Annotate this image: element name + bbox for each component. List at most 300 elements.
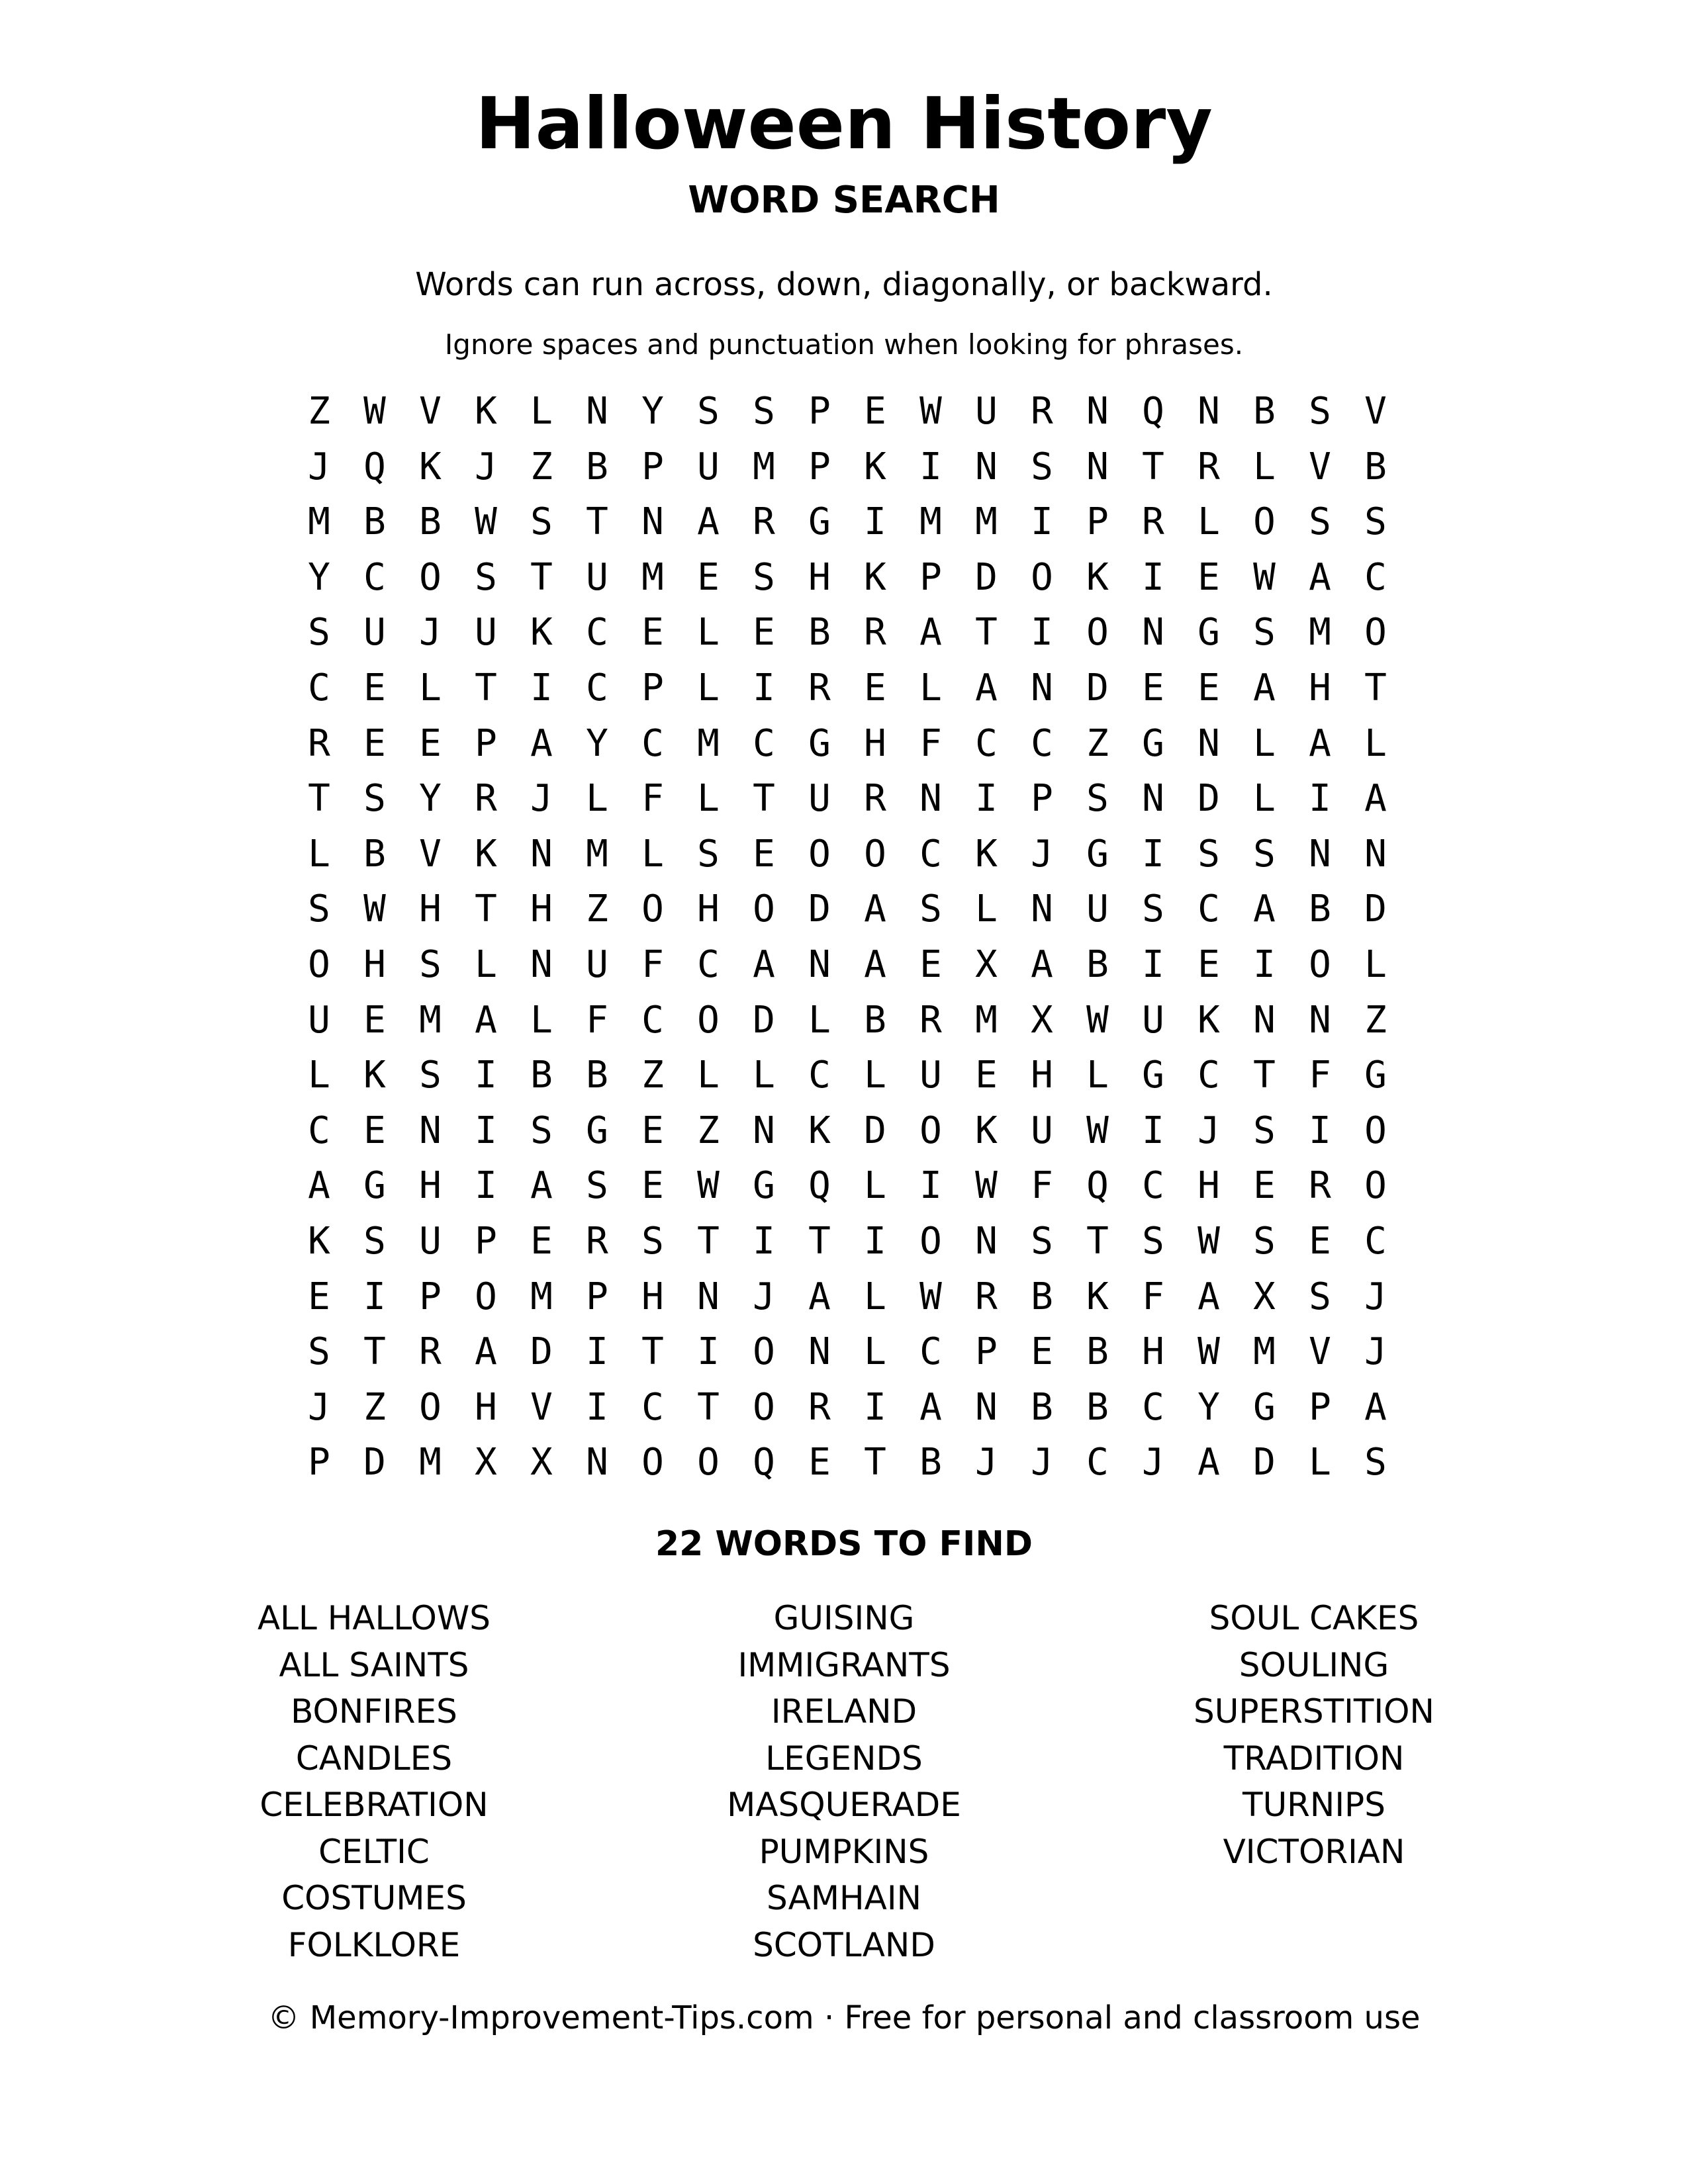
- grid-letter: R: [919, 998, 942, 1042]
- grid-letter: O: [697, 1441, 720, 1484]
- grid-letter: O: [308, 942, 330, 986]
- grid-letter: W: [1086, 998, 1109, 1042]
- grid-letter: G: [1253, 1385, 1276, 1429]
- grid-letter: V: [1309, 445, 1331, 488]
- grid-letter: L: [975, 887, 998, 931]
- grid-letter: Z: [530, 445, 553, 488]
- word-list-item: BONFIRES: [291, 1692, 457, 1731]
- grid-letter: H: [1309, 666, 1331, 709]
- grid-letter: W: [697, 1164, 720, 1208]
- grid-letter: B: [1364, 445, 1387, 488]
- grid-letter: N: [1086, 445, 1109, 488]
- grid-letter: D: [530, 1330, 553, 1374]
- grid-letter: J: [753, 1275, 775, 1318]
- grid-letter: F: [1142, 1275, 1164, 1318]
- footer-copyright: © Memory-Improvement-Tips.com · Free for personal and classroom use: [267, 1999, 1421, 2036]
- grid-letter: L: [697, 777, 720, 821]
- grid-letter: T: [475, 666, 497, 709]
- words-to-find-heading: 22 WORDS TO FIND: [655, 1524, 1033, 1564]
- grid-letter: S: [919, 887, 942, 931]
- word-list-item: IRELAND: [771, 1692, 917, 1731]
- grid-letter: C: [308, 1109, 330, 1152]
- grid-letter: O: [475, 1275, 497, 1318]
- grid-letter: I: [475, 1164, 497, 1208]
- grid-letter: N: [1086, 390, 1109, 433]
- grid-letter: T: [975, 611, 998, 655]
- grid-letter: F: [641, 942, 664, 986]
- grid-letter: C: [1197, 887, 1220, 931]
- grid-letter: A: [1253, 666, 1276, 709]
- word-list-item: SCOTLAND: [753, 1925, 935, 1964]
- grid-letter: B: [864, 998, 886, 1042]
- grid-letter: I: [1031, 500, 1053, 544]
- grid-letter: U: [1086, 887, 1109, 931]
- grid-letter: S: [1142, 1219, 1164, 1263]
- grid-letter: V: [419, 832, 442, 876]
- grid-letter: O: [419, 555, 442, 599]
- grid-letter: S: [1253, 1219, 1276, 1263]
- grid-letter: P: [975, 1330, 998, 1374]
- grid-letter: W: [1253, 555, 1276, 599]
- grid-letter: S: [1309, 390, 1331, 433]
- grid-letter: S: [530, 1109, 553, 1152]
- grid-letter: A: [475, 1330, 497, 1374]
- grid-letter: C: [1364, 555, 1387, 599]
- grid-letter: L: [530, 390, 553, 433]
- grid-letter: C: [1142, 1385, 1164, 1429]
- grid-letter: E: [1197, 555, 1220, 599]
- grid-letter: S: [419, 1054, 442, 1097]
- grid-letter: C: [1197, 1054, 1220, 1097]
- grid-letter: P: [419, 1275, 442, 1318]
- grid-letter: I: [864, 500, 886, 544]
- grid-letter: E: [808, 1441, 831, 1484]
- grid-letter: K: [419, 445, 442, 488]
- grid-letter: B: [919, 1441, 942, 1484]
- grid-letter: U: [808, 777, 831, 821]
- grid-letter: K: [475, 390, 497, 433]
- grid-letter: E: [530, 1219, 553, 1263]
- grid-letter: S: [1086, 777, 1109, 821]
- grid-letter: C: [919, 832, 942, 876]
- grid-letter: A: [864, 942, 886, 986]
- grid-letter: O: [1364, 1164, 1387, 1208]
- grid-letter: L: [697, 666, 720, 709]
- grid-letter: P: [1031, 777, 1053, 821]
- grid-letter: Y: [419, 777, 442, 821]
- grid-letter: K: [864, 445, 886, 488]
- grid-letter: I: [586, 1385, 608, 1429]
- grid-letter: O: [753, 1385, 775, 1429]
- grid-letter: E: [864, 666, 886, 709]
- page-title: Halloween History: [475, 83, 1213, 165]
- grid-letter: I: [753, 1219, 775, 1263]
- word-list-item: ALL HALLOWS: [257, 1599, 491, 1637]
- grid-letter: S: [1031, 1219, 1053, 1263]
- grid-letter: O: [919, 1219, 942, 1263]
- grid-letter: J: [1031, 1441, 1053, 1484]
- grid-letter: K: [530, 611, 553, 655]
- grid-letter: I: [1253, 942, 1276, 986]
- grid-letter: F: [919, 721, 942, 765]
- grid-letter: Z: [1086, 721, 1109, 765]
- grid-letter: I: [697, 1330, 720, 1374]
- grid-letter: M: [697, 721, 720, 765]
- grid-letter: L: [530, 998, 553, 1042]
- grid-letter: K: [363, 1054, 386, 1097]
- grid-letter: C: [1086, 1441, 1109, 1484]
- grid-letter: L: [864, 1164, 886, 1208]
- grid-letter: L: [864, 1275, 886, 1318]
- grid-letter: Q: [1086, 1164, 1109, 1208]
- grid-letter: W: [1197, 1219, 1220, 1263]
- grid-letter: P: [1086, 500, 1109, 544]
- grid-letter: U: [975, 390, 998, 433]
- grid-letter: M: [1253, 1330, 1276, 1374]
- grid-letter: E: [1309, 1219, 1331, 1263]
- grid-letter: G: [1142, 1054, 1164, 1097]
- grid-letter: I: [363, 1275, 386, 1318]
- grid-letter: N: [975, 1385, 998, 1429]
- grid-letter: A: [1309, 721, 1331, 765]
- grid-letter: L: [864, 1330, 886, 1374]
- grid-letter: W: [1086, 1109, 1109, 1152]
- grid-letter: C: [641, 998, 664, 1042]
- grid-letter: X: [1253, 1275, 1276, 1318]
- grid-letter: J: [1197, 1109, 1220, 1152]
- grid-letter: T: [864, 1441, 886, 1484]
- grid-letter: S: [363, 1219, 386, 1263]
- grid-letter: N: [1142, 611, 1164, 655]
- grid-letter: V: [1364, 390, 1387, 433]
- word-list-item: VICTORIAN: [1223, 1832, 1405, 1871]
- grid-letter: G: [753, 1164, 775, 1208]
- grid-letter: W: [975, 1164, 998, 1208]
- grid-letter: I: [475, 1109, 497, 1152]
- grid-letter: M: [419, 998, 442, 1042]
- grid-letter: C: [363, 555, 386, 599]
- grid-letter: S: [475, 555, 497, 599]
- grid-letter: A: [1197, 1275, 1220, 1318]
- grid-letter: G: [363, 1164, 386, 1208]
- grid-letter: Y: [1197, 1385, 1220, 1429]
- grid-letter: A: [1197, 1441, 1220, 1484]
- grid-letter: S: [363, 777, 386, 821]
- grid-letter: A: [975, 666, 998, 709]
- grid-letter: I: [1142, 942, 1164, 986]
- grid-letter: C: [1031, 721, 1053, 765]
- grid-letter: E: [419, 721, 442, 765]
- grid-letter: T: [808, 1219, 831, 1263]
- grid-letter: C: [641, 721, 664, 765]
- grid-letter: S: [1364, 500, 1387, 544]
- grid-letter: A: [308, 1164, 330, 1208]
- grid-letter: T: [641, 1330, 664, 1374]
- grid-letter: N: [808, 942, 831, 986]
- grid-letter: D: [363, 1441, 386, 1484]
- grid-letter: U: [475, 611, 497, 655]
- word-list-item: IMMIGRANTS: [737, 1645, 951, 1684]
- grid-letter: G: [586, 1109, 608, 1152]
- grid-letter: B: [586, 1054, 608, 1097]
- grid-letter: O: [753, 1330, 775, 1374]
- grid-letter: M: [308, 500, 330, 544]
- grid-letter: H: [419, 1164, 442, 1208]
- instruction-phrases: Ignore spaces and punctuation when looking for phrases.: [444, 328, 1244, 361]
- grid-letter: T: [363, 1330, 386, 1374]
- grid-letter: A: [1309, 555, 1331, 599]
- grid-letter: E: [753, 832, 775, 876]
- grid-letter: E: [308, 1275, 330, 1318]
- grid-letter: X: [530, 1441, 553, 1484]
- grid-letter: B: [1086, 942, 1109, 986]
- grid-letter: L: [586, 777, 608, 821]
- grid-letter: L: [1253, 445, 1276, 488]
- grid-letter: C: [1142, 1164, 1164, 1208]
- grid-letter: L: [1364, 721, 1387, 765]
- grid-letter: N: [586, 1441, 608, 1484]
- word-list-item: CANDLES: [295, 1739, 453, 1778]
- grid-letter: L: [697, 1054, 720, 1097]
- grid-letter: N: [1364, 832, 1387, 876]
- grid-letter: S: [1364, 1441, 1387, 1484]
- grid-letter: I: [530, 666, 553, 709]
- word-list-item: GUISING: [773, 1599, 915, 1637]
- grid-letter: N: [1309, 832, 1331, 876]
- grid-letter: Q: [363, 445, 386, 488]
- grid-letter: Y: [308, 555, 330, 599]
- grid-letter: W: [919, 1275, 942, 1318]
- grid-letter: Z: [308, 390, 330, 433]
- grid-letter: N: [530, 832, 553, 876]
- grid-letter: R: [1197, 445, 1220, 488]
- grid-letter: H: [1197, 1164, 1220, 1208]
- grid-letter: R: [1142, 500, 1164, 544]
- grid-letter: S: [753, 390, 775, 433]
- grid-letter: X: [1031, 998, 1053, 1042]
- grid-letter: H: [641, 1275, 664, 1318]
- word-list-item: SAMHAIN: [767, 1879, 921, 1917]
- grid-letter: T: [753, 777, 775, 821]
- grid-letter: V: [419, 390, 442, 433]
- grid-letter: K: [1086, 555, 1109, 599]
- word-list-item: ALL SAINTS: [279, 1645, 469, 1684]
- grid-letter: B: [530, 1054, 553, 1097]
- grid-letter: E: [363, 998, 386, 1042]
- grid-letter: H: [808, 555, 831, 599]
- grid-letter: W: [363, 390, 386, 433]
- grid-letter: Q: [808, 1164, 831, 1208]
- grid-letter: T: [1142, 445, 1164, 488]
- grid-letter: N: [919, 777, 942, 821]
- grid-letter: W: [1197, 1330, 1220, 1374]
- grid-letter: D: [1086, 666, 1109, 709]
- grid-letter: R: [808, 666, 831, 709]
- word-list-item: CELEBRATION: [259, 1786, 489, 1824]
- grid-letter: H: [419, 887, 442, 931]
- grid-letter: R: [308, 721, 330, 765]
- grid-letter: S: [697, 832, 720, 876]
- grid-letter: T: [1086, 1219, 1109, 1263]
- grid-letter: O: [419, 1385, 442, 1429]
- grid-letter: P: [808, 445, 831, 488]
- page-subtitle: WORD SEARCH: [688, 179, 1000, 222]
- grid-letter: N: [697, 1275, 720, 1318]
- grid-letter: M: [419, 1441, 442, 1484]
- grid-letter: I: [864, 1385, 886, 1429]
- grid-letter: S: [308, 1330, 330, 1374]
- grid-letter: A: [1364, 777, 1387, 821]
- word-list-item: COSTUMES: [281, 1879, 467, 1917]
- grid-letter: S: [1309, 500, 1331, 544]
- grid-letter: L: [697, 611, 720, 655]
- grid-letter: M: [586, 832, 608, 876]
- grid-letter: L: [864, 1054, 886, 1097]
- grid-letter: H: [697, 887, 720, 931]
- grid-letter: E: [1142, 666, 1164, 709]
- grid-letter: C: [808, 1054, 831, 1097]
- grid-letter: M: [530, 1275, 553, 1318]
- grid-letter: I: [1031, 611, 1053, 655]
- grid-letter: J: [1364, 1275, 1387, 1318]
- grid-letter: L: [1309, 1441, 1331, 1484]
- grid-letter: U: [363, 611, 386, 655]
- grid-letter: O: [1309, 942, 1331, 986]
- letter-grid: [291, 384, 1403, 1490]
- grid-letter: I: [975, 777, 998, 821]
- grid-letter: S: [641, 1219, 664, 1263]
- grid-letter: R: [864, 611, 886, 655]
- word-list-item: TRADITION: [1223, 1739, 1405, 1778]
- grid-letter: L: [919, 666, 942, 709]
- grid-letter: P: [475, 721, 497, 765]
- word-list-item: SUPERSTITION: [1194, 1692, 1434, 1731]
- grid-letter: Z: [641, 1054, 664, 1097]
- grid-letter: S: [530, 500, 553, 544]
- grid-letter: J: [1142, 1441, 1164, 1484]
- grid-letter: N: [975, 1219, 998, 1263]
- grid-letter: L: [1364, 942, 1387, 986]
- grid-letter: E: [363, 1109, 386, 1152]
- grid-letter: T: [530, 555, 553, 599]
- grid-letter: F: [1031, 1164, 1053, 1208]
- grid-letter: E: [919, 942, 942, 986]
- grid-letter: E: [641, 1109, 664, 1152]
- grid-letter: L: [308, 1054, 330, 1097]
- grid-letter: E: [1031, 1330, 1053, 1374]
- grid-letter: Y: [641, 390, 664, 433]
- grid-letter: H: [530, 887, 553, 931]
- grid-letter: R: [864, 777, 886, 821]
- grid-letter: T: [1364, 666, 1387, 709]
- grid-letter: S: [419, 942, 442, 986]
- word-list-column-1: [175, 1595, 573, 1968]
- word-list-item: SOULING: [1239, 1645, 1389, 1684]
- grid-letter: N: [641, 500, 664, 544]
- grid-letter: D: [864, 1109, 886, 1152]
- grid-letter: D: [1253, 1441, 1276, 1484]
- grid-letter: I: [864, 1219, 886, 1263]
- grid-letter: N: [1031, 666, 1053, 709]
- grid-letter: I: [1309, 777, 1331, 821]
- grid-letter: I: [586, 1330, 608, 1374]
- grid-letter: N: [1197, 390, 1220, 433]
- grid-letter: N: [975, 445, 998, 488]
- grid-letter: C: [641, 1385, 664, 1429]
- grid-letter: R: [1031, 390, 1053, 433]
- grid-letter: O: [1364, 611, 1387, 655]
- grid-letter: K: [308, 1219, 330, 1263]
- grid-letter: O: [697, 998, 720, 1042]
- grid-letter: A: [530, 1164, 553, 1208]
- grid-letter: N: [1309, 998, 1331, 1042]
- word-list-item: SOUL CAKES: [1209, 1599, 1419, 1637]
- grid-letter: N: [1197, 721, 1220, 765]
- grid-letter: D: [1364, 887, 1387, 931]
- grid-letter: H: [864, 721, 886, 765]
- grid-letter: O: [1031, 555, 1053, 599]
- grid-letter: K: [475, 832, 497, 876]
- grid-letter: D: [975, 555, 998, 599]
- grid-letter: U: [586, 942, 608, 986]
- grid-letter: Z: [586, 887, 608, 931]
- grid-letter: E: [697, 555, 720, 599]
- grid-letter: Z: [363, 1385, 386, 1429]
- grid-letter: E: [1197, 666, 1220, 709]
- grid-letter: G: [1364, 1054, 1387, 1097]
- word-list-item: FOLKLORE: [287, 1925, 461, 1964]
- grid-letter: O: [1253, 500, 1276, 544]
- grid-letter: L: [308, 832, 330, 876]
- grid-letter: O: [753, 887, 775, 931]
- grid-letter: L: [1253, 777, 1276, 821]
- grid-letter: R: [808, 1385, 831, 1429]
- grid-letter: O: [641, 887, 664, 931]
- grid-letter: O: [919, 1109, 942, 1152]
- grid-letter: N: [1253, 998, 1276, 1042]
- grid-letter: Z: [1364, 998, 1387, 1042]
- grid-letter: I: [475, 1054, 497, 1097]
- grid-letter: C: [308, 666, 330, 709]
- grid-letter: P: [641, 445, 664, 488]
- grid-letter: I: [1142, 1109, 1164, 1152]
- word-list-item: TURNIPS: [1243, 1786, 1385, 1824]
- grid-letter: K: [1086, 1275, 1109, 1318]
- grid-letter: J: [308, 445, 330, 488]
- grid-letter: R: [419, 1330, 442, 1374]
- grid-letter: J: [419, 611, 442, 655]
- grid-letter: A: [1364, 1385, 1387, 1429]
- grid-letter: C: [586, 666, 608, 709]
- grid-letter: J: [1364, 1330, 1387, 1374]
- grid-letter: A: [1253, 887, 1276, 931]
- grid-letter: G: [1142, 721, 1164, 765]
- grid-letter: N: [1142, 777, 1164, 821]
- grid-letter: A: [1031, 942, 1053, 986]
- word-list-column-2: [645, 1595, 1043, 1968]
- grid-letter: T: [586, 500, 608, 544]
- grid-letter: S: [1253, 832, 1276, 876]
- grid-letter: M: [975, 500, 998, 544]
- grid-letter: N: [753, 1109, 775, 1152]
- grid-letter: C: [975, 721, 998, 765]
- grid-letter: V: [530, 1385, 553, 1429]
- grid-letter: A: [919, 611, 942, 655]
- grid-letter: L: [419, 666, 442, 709]
- grid-letter: J: [975, 1441, 998, 1484]
- grid-letter: R: [475, 777, 497, 821]
- grid-letter: I: [1142, 555, 1164, 599]
